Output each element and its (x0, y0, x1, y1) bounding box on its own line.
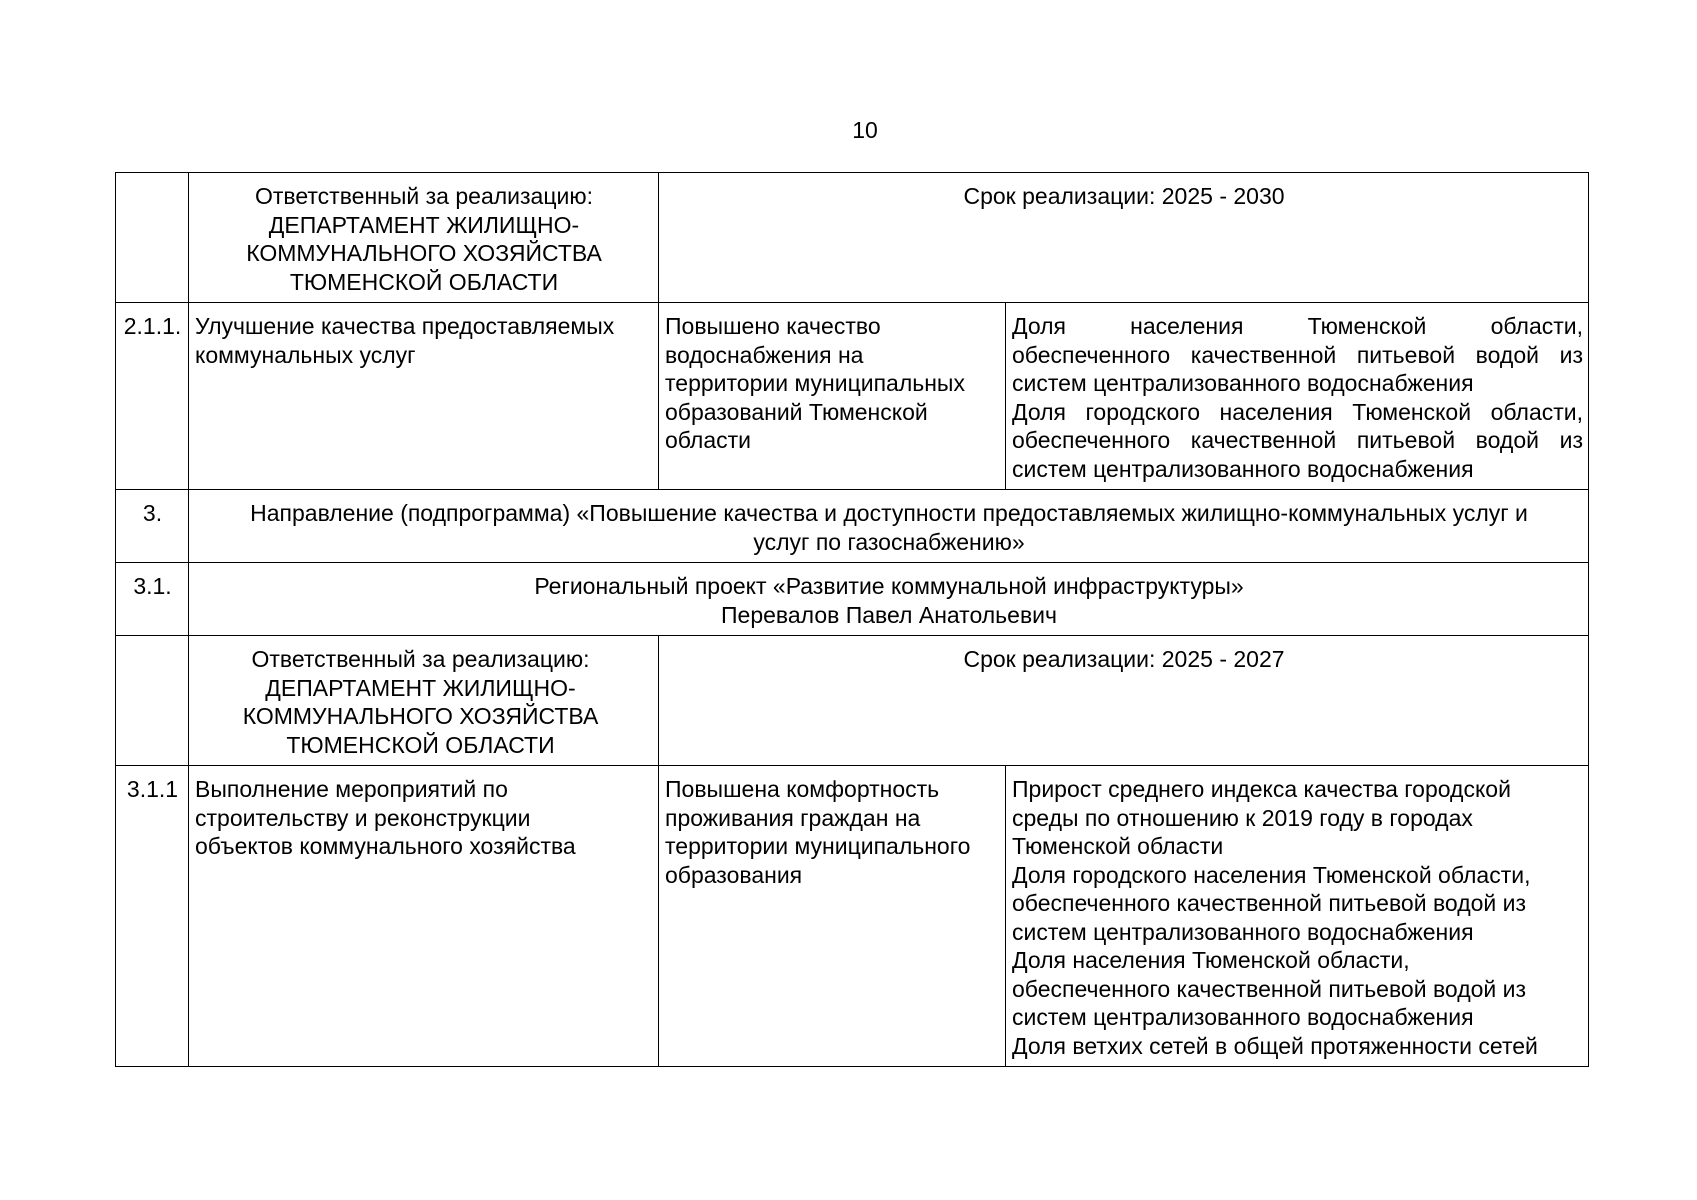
indicator-line: обеспеченного качественной питьевой водой из (1012, 975, 1527, 1002)
cell-effect-2-1-1 (659, 303, 1006, 490)
cell-project-title (189, 563, 1589, 636)
indicator-line: систем централизованного водоснабжения (1012, 918, 1474, 945)
task-line: Выполнение мероприятий по (195, 776, 508, 802)
table-row-3-1-1 (116, 766, 1589, 1067)
effect-line: территории муниципального (665, 833, 971, 859)
table-row-3 (116, 490, 1589, 563)
project-title-line: Региональный проект «Развитие коммунальной инфраструктуры» (534, 573, 1244, 599)
effect-line: образования (665, 861, 803, 888)
cell-num-3-1: 3.1. (116, 563, 189, 636)
task-line: коммунальных услуг (195, 341, 416, 368)
indicator-line: обеспеченного качественной питьевой водой из (1012, 427, 1584, 453)
table-row-block2-header (116, 636, 1589, 766)
term-text: Срок реализации: 2025 - 2030 (963, 183, 1285, 209)
cell-responsible-block2 (189, 636, 659, 766)
responsible-line: КОММУНАЛЬНОГО ХОЗЯЙСТВА (246, 240, 602, 266)
cell-direction-title (189, 490, 1589, 563)
program-table (115, 172, 1589, 1067)
table-row-3-1 (116, 563, 1589, 636)
table-row-2-1-1 (116, 303, 1589, 490)
responsible-line: ТЮМЕНСКОЙ ОБЛАСТИ (289, 268, 559, 295)
cell-num-2-1-1: 2.1.1. (116, 303, 189, 490)
page-number: 10 (852, 117, 878, 143)
cell-indicators-3-1-1 (1006, 766, 1589, 1067)
term-text: Срок реализации: 2025 - 2027 (963, 646, 1285, 672)
indicator-line: систем централизованного водоснабжения (1012, 1004, 1474, 1030)
cell-responsible-block1 (189, 173, 659, 303)
direction-title-line: услуг по газоснабжению» (753, 528, 1025, 555)
task-line: Улучшение качества предоставляемых (195, 313, 615, 339)
task-line: объектов коммунального хозяйства (195, 833, 576, 859)
cell-term-block1 (659, 173, 1589, 303)
indicator-line: Доля ветхих сетей в общей протяженности сетей (1012, 1032, 1538, 1059)
responsible-line: Ответственный за реализацию: (254, 183, 593, 209)
effect-line: водоснабжения на (665, 341, 864, 368)
indicator-line: Доля населения Тюменской области, (1012, 313, 1584, 339)
responsible-line: ТЮМЕНСКОЙ ОБЛАСТИ (286, 731, 555, 758)
responsible-line: ДЕПАРТАМЕНТ ЖИЛИЩНО- (265, 674, 576, 701)
cell-term-block2 (659, 636, 1589, 766)
cell-num-3: 3. (116, 490, 189, 563)
indicator-line: Прирост среднего индекса качества городской (1012, 776, 1511, 802)
indicator-line: обеспеченного качественной питьевой водой из (1012, 341, 1584, 368)
effect-line: проживания граждан на (665, 804, 921, 831)
effect-line: образований Тюменской (665, 398, 928, 425)
indicator-line: Доля городского населения Тюменской области, (1012, 861, 1531, 888)
responsible-line: ДЕПАРТАМЕНТ ЖИЛИЩНО- (268, 211, 580, 238)
cell-task-3-1-1 (189, 766, 659, 1067)
indicator-line: Доля населения Тюменской области, (1012, 947, 1410, 973)
cell-indicators-2-1-1 (1006, 303, 1589, 490)
responsible-line: Ответственный за реализацию: (251, 646, 590, 672)
cell-task-2-1-1 (189, 303, 659, 490)
indicator-line: среды по отношению к 2019 году в городах (1012, 804, 1473, 831)
indicator-line: систем централизованного водоснабжения (1012, 370, 1474, 396)
responsible-line: КОММУНАЛЬНОГО ХОЗЯЙСТВА (242, 703, 599, 729)
effect-line: Повышено качество (665, 313, 881, 339)
direction-title-line: Направление (подпрограмма) «Повышение качества и доступности предоставляемых жилищно-коммунальных услуг и (250, 500, 1528, 526)
cell-num-empty (116, 636, 189, 766)
indicator-line: Доля городского населения Тюменской области, (1012, 398, 1584, 425)
effect-line: Повышена комфортность (665, 776, 940, 802)
project-curator-line: Перевалов Павел Анатольевич (721, 601, 1057, 628)
cell-effect-3-1-1 (659, 766, 1006, 1067)
cell-num-3-1-1: 3.1.1 (116, 766, 189, 1067)
task-line: строительству и реконструкции (195, 804, 531, 831)
effect-line: области (665, 427, 752, 453)
effect-line: территории муниципальных (665, 370, 965, 396)
cell-num-empty (116, 173, 189, 303)
indicator-line: обеспеченного качественной питьевой водой из (1012, 890, 1527, 916)
indicator-line: систем централизованного водоснабжения (1012, 455, 1474, 482)
indicator-line: Тюменской области (1012, 833, 1224, 859)
table-row-block1-header (116, 173, 1589, 303)
